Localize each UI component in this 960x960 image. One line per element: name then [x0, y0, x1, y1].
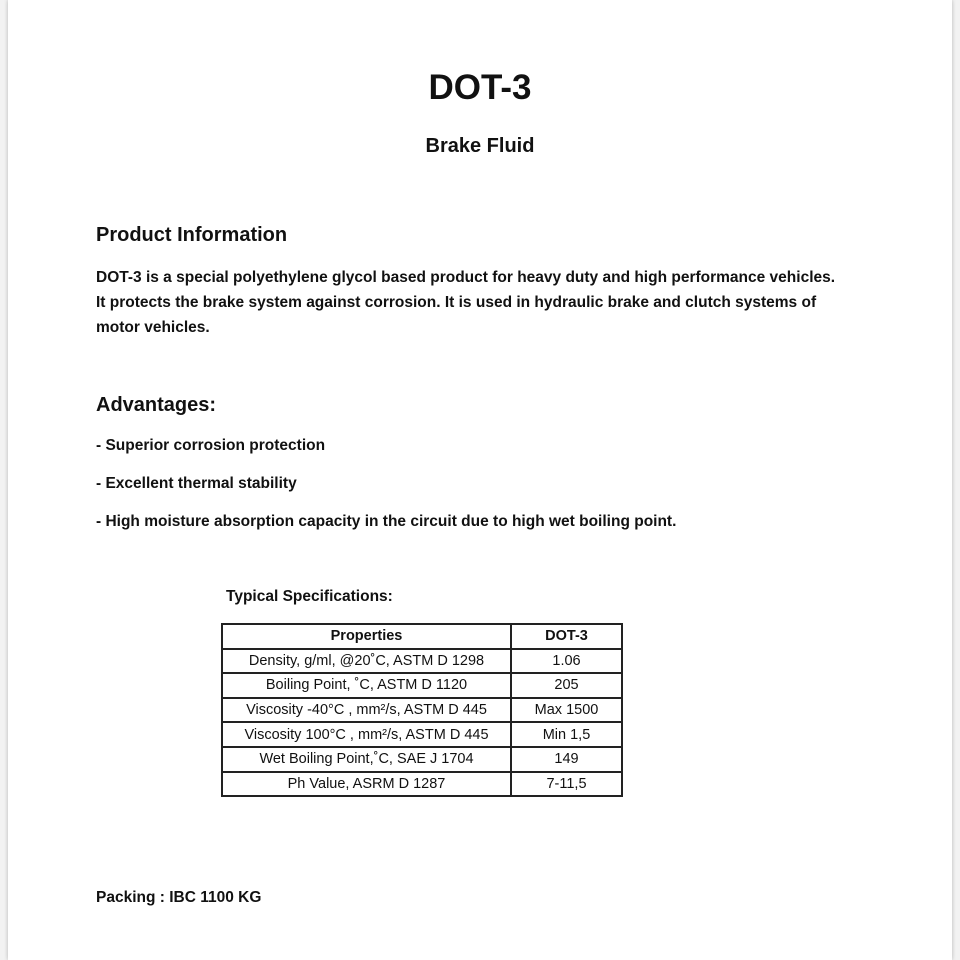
property-cell: Density, g/ml, @20˚C, ASTM D 1298 [222, 649, 511, 674]
page-title: DOT-3 [428, 68, 532, 107]
property-cell: Wet Boiling Point,˚C, SAE J 1704 [222, 747, 511, 772]
table-row [222, 698, 622, 723]
value-cell: Max 1500 [511, 698, 622, 723]
specifications-label: Typical Specifications: [226, 588, 393, 605]
property-cell: Viscosity 100°C , mm²/s, ASTM D 445 [222, 722, 511, 747]
table-row [222, 673, 622, 698]
product-description: DOT-3 is a special polyethylene glycol based product for heavy duty and high performance vehicles. It protects the brake system against corrosion. It is used in hydraulic brake and clutch systems of motor vehicles. [96, 269, 836, 336]
table-row [222, 747, 622, 772]
advantage-item: - Superior corrosion protection [96, 437, 326, 454]
property-cell: Ph Value, ASRM D 1287 [222, 772, 511, 797]
value-cell: 1.06 [511, 649, 622, 674]
value-cell: 149 [511, 747, 622, 772]
column-header-dot3: DOT-3 [511, 624, 622, 649]
property-cell: Viscosity -40°C , mm²/s, ASTM D 445 [222, 698, 511, 723]
specifications-table [221, 623, 623, 797]
advantages-heading: Advantages: [96, 394, 217, 416]
advantage-item: - Excellent thermal stability [96, 475, 297, 492]
page-subtitle: Brake Fluid [425, 135, 535, 157]
table-row [222, 649, 622, 674]
column-header-properties: Properties [222, 624, 511, 649]
table-row [222, 722, 622, 747]
advantages-list [96, 434, 676, 548]
product-information-heading: Product Information [96, 224, 288, 246]
advantage-item: - High moisture absorption capacity in the circuit due to high wet boiling point. [96, 513, 677, 530]
property-cell: Boiling Point, ˚C, ASTM D 1120 [222, 673, 511, 698]
table-row [222, 772, 622, 797]
document-page [8, 0, 952, 960]
value-cell: Min 1,5 [511, 722, 622, 747]
value-cell: 7-11,5 [511, 772, 622, 797]
packing-info: Packing : IBC 1100 KG [96, 889, 262, 906]
value-cell: 205 [511, 673, 622, 698]
table-header-row [222, 624, 622, 649]
